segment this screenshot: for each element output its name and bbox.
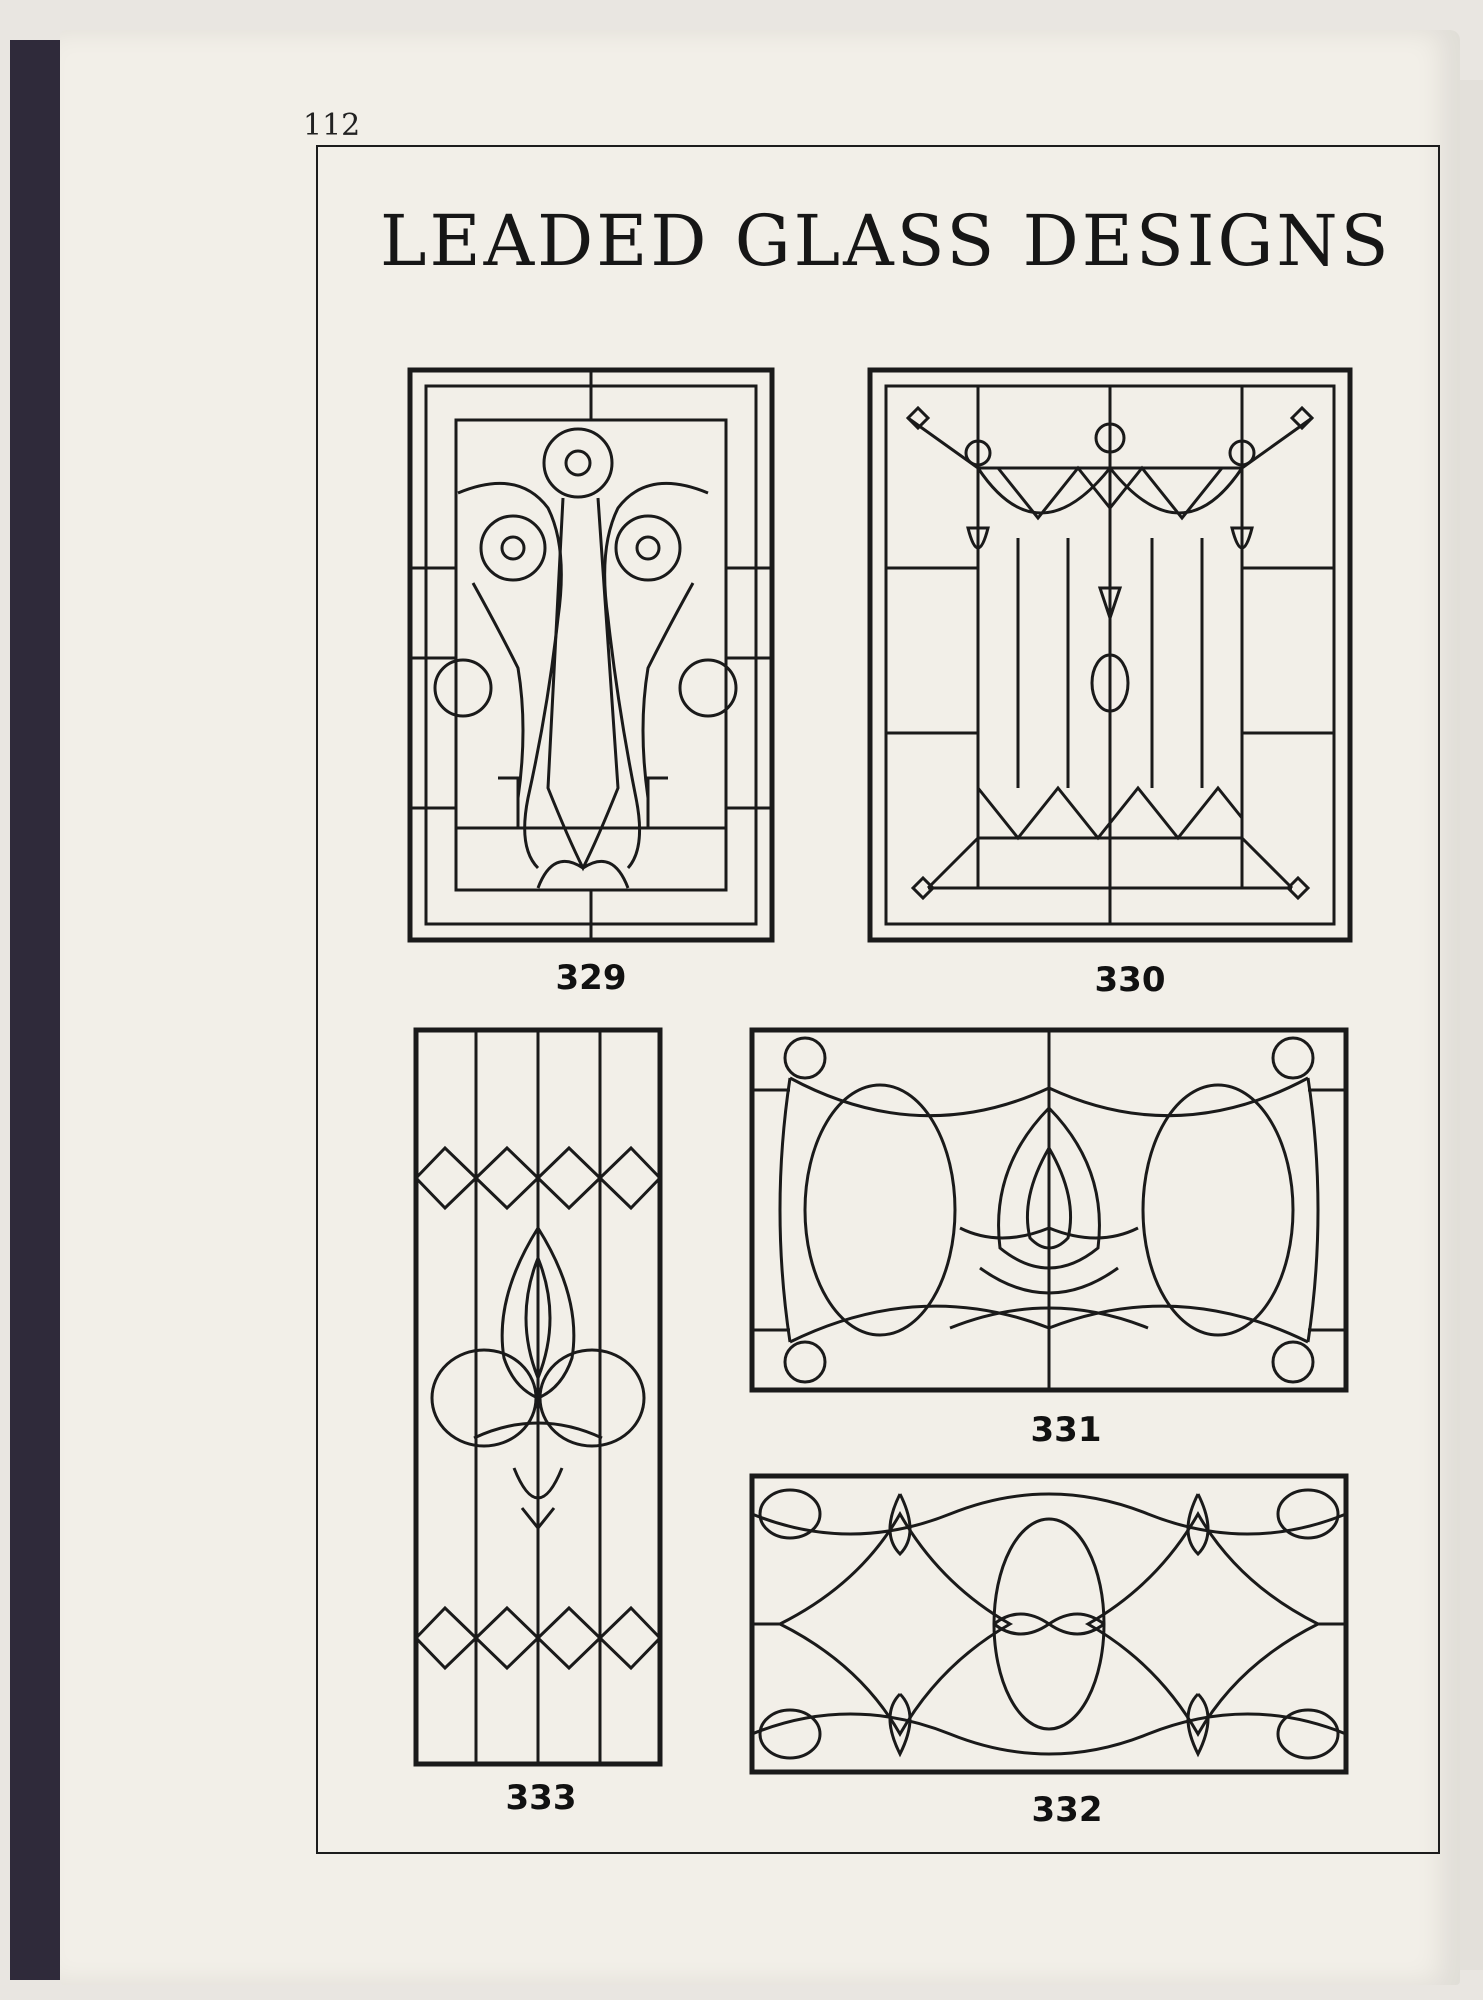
design-333-number: 333 xyxy=(505,1778,577,1818)
page-number: 112 xyxy=(303,108,361,143)
design-330-drawing xyxy=(868,368,1352,942)
design-329-drawing xyxy=(408,368,774,942)
design-331-number: 331 xyxy=(1030,1410,1102,1450)
design-330-number: 330 xyxy=(1094,960,1166,1000)
design-332-number: 332 xyxy=(1031,1790,1103,1830)
design-333-drawing xyxy=(414,1028,662,1766)
page-title: LEADED GLASS DESIGNS xyxy=(380,200,1392,282)
design-332-drawing xyxy=(750,1474,1348,1774)
design-329-number: 329 xyxy=(555,958,627,998)
design-331-drawing xyxy=(750,1028,1348,1392)
